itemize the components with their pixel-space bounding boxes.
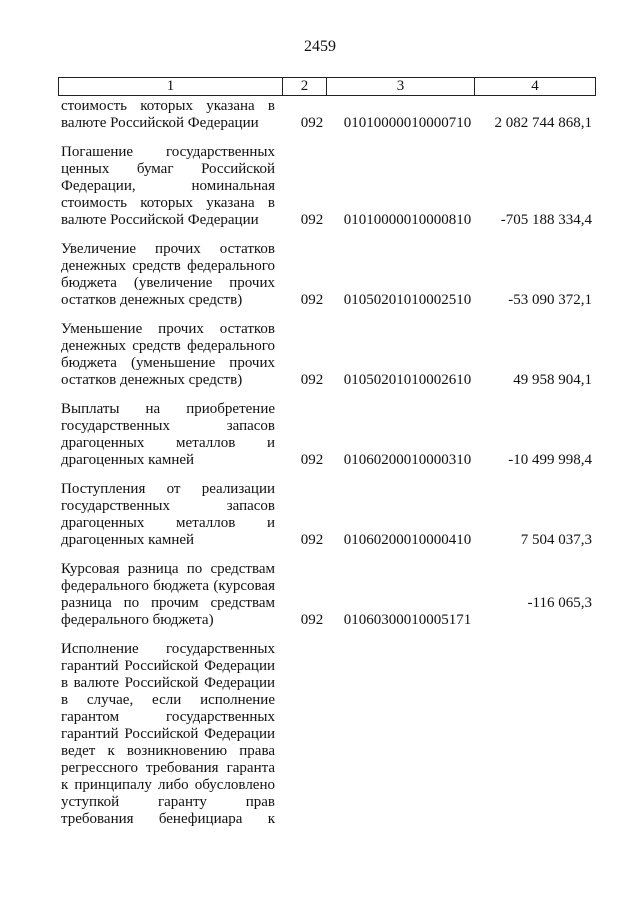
table-row	[0, 321, 640, 389]
row-admin-code: 092	[300, 115, 324, 131]
row-amount: 7 504 037,3	[520, 532, 592, 548]
row-amount: -53 090 372,1	[508, 292, 592, 308]
table-row	[0, 98, 640, 132]
table-row	[0, 144, 640, 229]
row-admin-code: 092	[300, 292, 324, 308]
header-col-2: 2	[283, 78, 327, 95]
row-amount: 49 958 904,1	[513, 372, 592, 388]
row-description: Исполнение государственных гарантий Российской Федерации в валюте Российской Федерации в случае, если исполнение гарантом государственных гарантий Российской Федерации ведет к возникновению права регрессного требования гаранта к принципалу либо обусловлено уступкой гаранту прав требования бенефициара к	[61, 641, 275, 827]
row-description: Уменьшение прочих остатков денежных средств федерального бюджета (уменьшение прочих остатков денежных средств)	[61, 321, 275, 388]
row-admin-code: 092	[300, 612, 324, 628]
row-classification-code: 01050201010002610	[343, 372, 472, 388]
row-description: стоимость которых указана в валюте Российской Федерации	[61, 98, 275, 131]
row-admin-code: 092	[300, 452, 324, 468]
row-classification-code: 01060200010000410	[343, 532, 472, 548]
row-admin-code: 092	[300, 372, 324, 388]
header-col-4: 4	[531, 78, 539, 94]
table-header	[58, 77, 596, 96]
row-amount: 2 082 744 868,1	[494, 115, 592, 131]
row-classification-code: 01050201010002510	[343, 292, 472, 308]
row-classification-code: 01060200010000310	[343, 452, 472, 468]
row-description: Курсовая разница по средствам федерального бюджета (курсовая разница по прочим средствам федерального бюджета)	[61, 561, 275, 628]
table-body	[0, 98, 640, 840]
row-amount: -10 499 998,4	[508, 452, 592, 468]
row-description: Выплаты на приобретение государственных запасов драгоценных металлов и драгоценных камней	[61, 401, 275, 468]
row-classification-code: 01010000010000810	[343, 212, 472, 228]
table-row	[0, 241, 640, 309]
row-amount: -116 065,3	[527, 595, 592, 611]
row-classification-code: 01010000010000710	[343, 115, 472, 131]
table-row	[0, 561, 640, 629]
row-classification-code: 01060300010005171	[343, 612, 472, 628]
row-description: Увеличение прочих остатков денежных средств федерального бюджета (увеличение прочих остатков денежных средств)	[61, 241, 275, 308]
row-description: Поступления от реализации государственных запасов драгоценных металлов и драгоценных камней	[61, 481, 275, 548]
row-description: Погашение государственных ценных бумаг Российской Федерации, номинальная стоимость которых указана в валюте Российской Федерации	[61, 144, 275, 228]
header-col-1: 1	[59, 78, 283, 95]
page-number: 2459	[304, 38, 336, 55]
row-admin-code: 092	[300, 532, 324, 548]
table-row	[0, 401, 640, 469]
row-amount: -705 188 334,4	[500, 212, 592, 228]
header-col-3: 3	[327, 78, 475, 95]
row-admin-code: 092	[300, 212, 324, 228]
table-row	[0, 481, 640, 549]
table-row	[0, 641, 640, 828]
